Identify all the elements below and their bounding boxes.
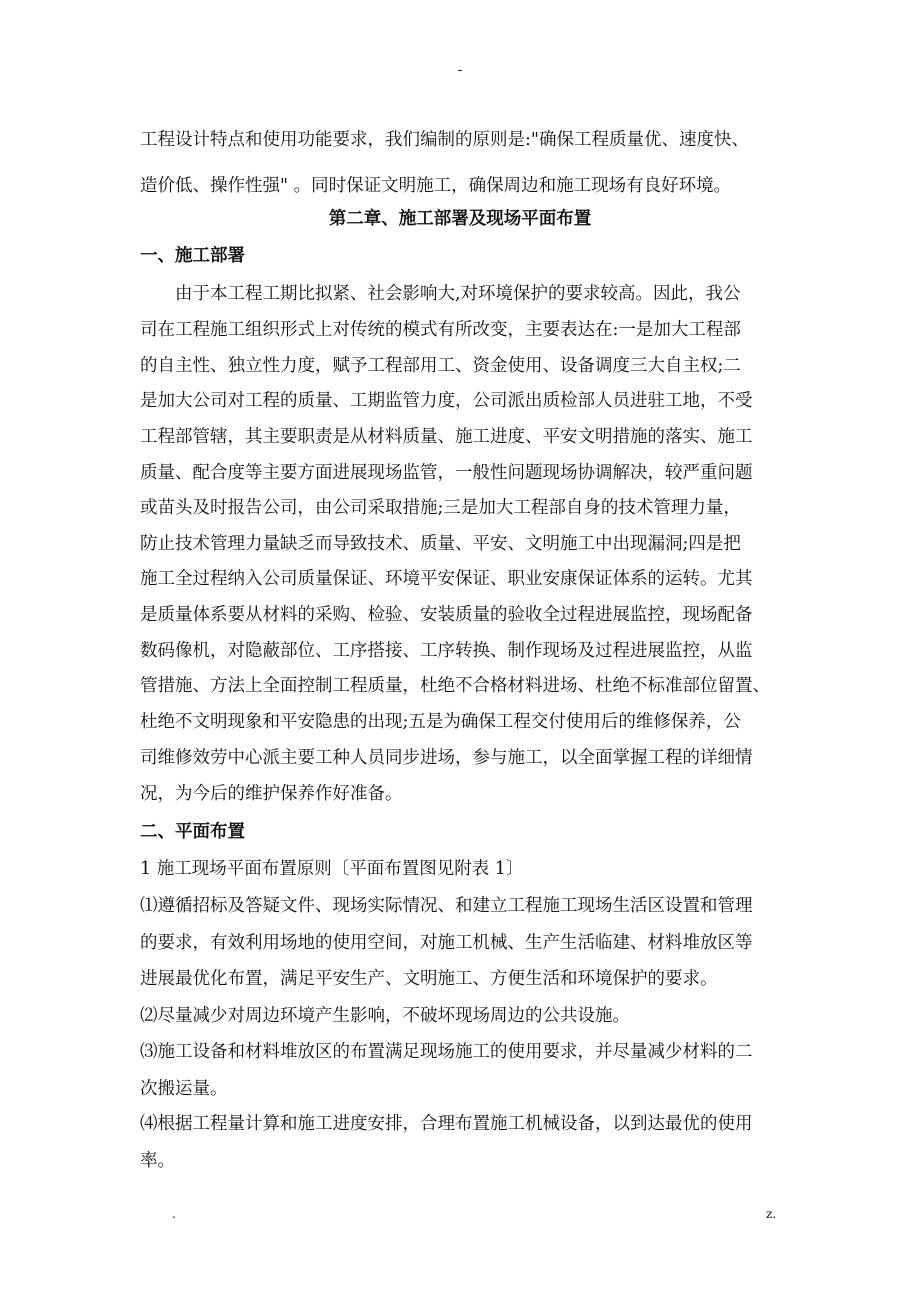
section2-title: 二、平面布置 bbox=[140, 822, 245, 842]
paragraph-line: 防止技术管理力量缺乏而导致技术、质量、平安、文明施工中出现漏洞;四是把 bbox=[140, 534, 741, 554]
list-line: 次搬运量。 bbox=[140, 1079, 228, 1099]
paragraph-line: 工程部管辖，其主要职责是从材料质量、施工进度、平安文明措施的落实、施工 bbox=[140, 427, 753, 447]
list-line: ⑴遵循招标及答疑文件、现场实际情况、和建立工程施工现场生活区设置和管理 bbox=[140, 896, 753, 916]
list-line: ⑶施工设备和材料堆放区的布置满足现场施工的使用要求，并尽量减少材料的二 bbox=[140, 1042, 753, 1062]
footer-right-mark: z. bbox=[766, 1207, 777, 1221]
list-line: 率。 bbox=[140, 1151, 175, 1171]
section1-title: 一、施工部署 bbox=[140, 246, 245, 266]
paragraph-line: 杜绝不文明现象和平安隐患的出现;五是为确保工程交付使用后的维修保养，公 bbox=[140, 712, 741, 732]
paragraph-line: 由于本工程工期比拟紧、社会影响大,对环境保护的要求较高。因此，我公 bbox=[175, 284, 741, 304]
footer-left-mark: . bbox=[172, 1207, 176, 1221]
paragraph-line: 是加大公司对工程的质量、工期监管力度，公司派出质检部人员进驻工地，不受 bbox=[140, 391, 753, 411]
paragraph-line: 数码像机，对隐蔽部位、工序搭接、工序转换、制作现场及过程进展监控，从监 bbox=[140, 641, 753, 661]
paragraph-line: 质量、配合度等主要方面进展现场监管，一般性问题现场协调解决，较严重问题 bbox=[140, 463, 753, 483]
intro-line-1: 工程设计特点和使用功能要求，我们编制的原则是:"确保工程质量优、速度快、 bbox=[140, 130, 749, 150]
paragraph-line: 或苗头及时报告公司，由公司采取措施;三是加大工程部自身的技术管理力量， bbox=[140, 498, 741, 518]
list-line: ⑷根据工程量计算和施工进度安排，合理布置施工机械设备，以到达最优的使用 bbox=[140, 1114, 753, 1134]
chapter-title: 第二章、施工部署及现场平面布置 bbox=[328, 209, 592, 229]
paragraph-line: 司在工程施工组织形式上对传统的模式有所改变，主要表达在:一是加大工程部 bbox=[140, 320, 741, 340]
paragraph-line: 司维修效劳中心派主要工种人员同步进场，参与施工，以全面掌握工程的详细情 bbox=[140, 748, 753, 768]
intro-line-2: 造价低、操作性强" 。同时保证文明施工，确保周边和施工现场有良好环境。 bbox=[140, 176, 732, 196]
list-line: ⑵尽量减少对周边环境产生影响，不破坏现场周边的公共设施。 bbox=[140, 1006, 630, 1026]
paragraph-line: 是质量体系要从材料的采购、检验、安装质量的验收全过程进展监控，现场配备 bbox=[140, 605, 753, 625]
paragraph-line: 况，为今后的维护保养作好准备。 bbox=[140, 784, 403, 804]
list-line: 的要求，有效利用场地的使用空间，对施工机械、生产生活临建、材料堆放区等 bbox=[140, 933, 753, 953]
paragraph-line: 管措施、方法上全面控制工程质量，杜绝不合格材料进场、杜绝不标准部位留置、 bbox=[140, 676, 770, 696]
list-line: 进展最优化布置，满足平安生产、文明施工、方便生活和环境保护的要求。 bbox=[140, 969, 718, 989]
header-mark: - bbox=[457, 62, 463, 78]
list-line: 1 施工现场平面布置原则〔平面布置图见附表 1〕 bbox=[140, 859, 524, 879]
paragraph-line: 的自主性、独立性力度，赋予工程部用工、资金使用、设备调度三大自主权;二 bbox=[140, 356, 741, 376]
paragraph-line: 施工全过程纳入公司质量保证、环境平安保证、职业安康保证体系的运转。尤其 bbox=[140, 569, 753, 589]
